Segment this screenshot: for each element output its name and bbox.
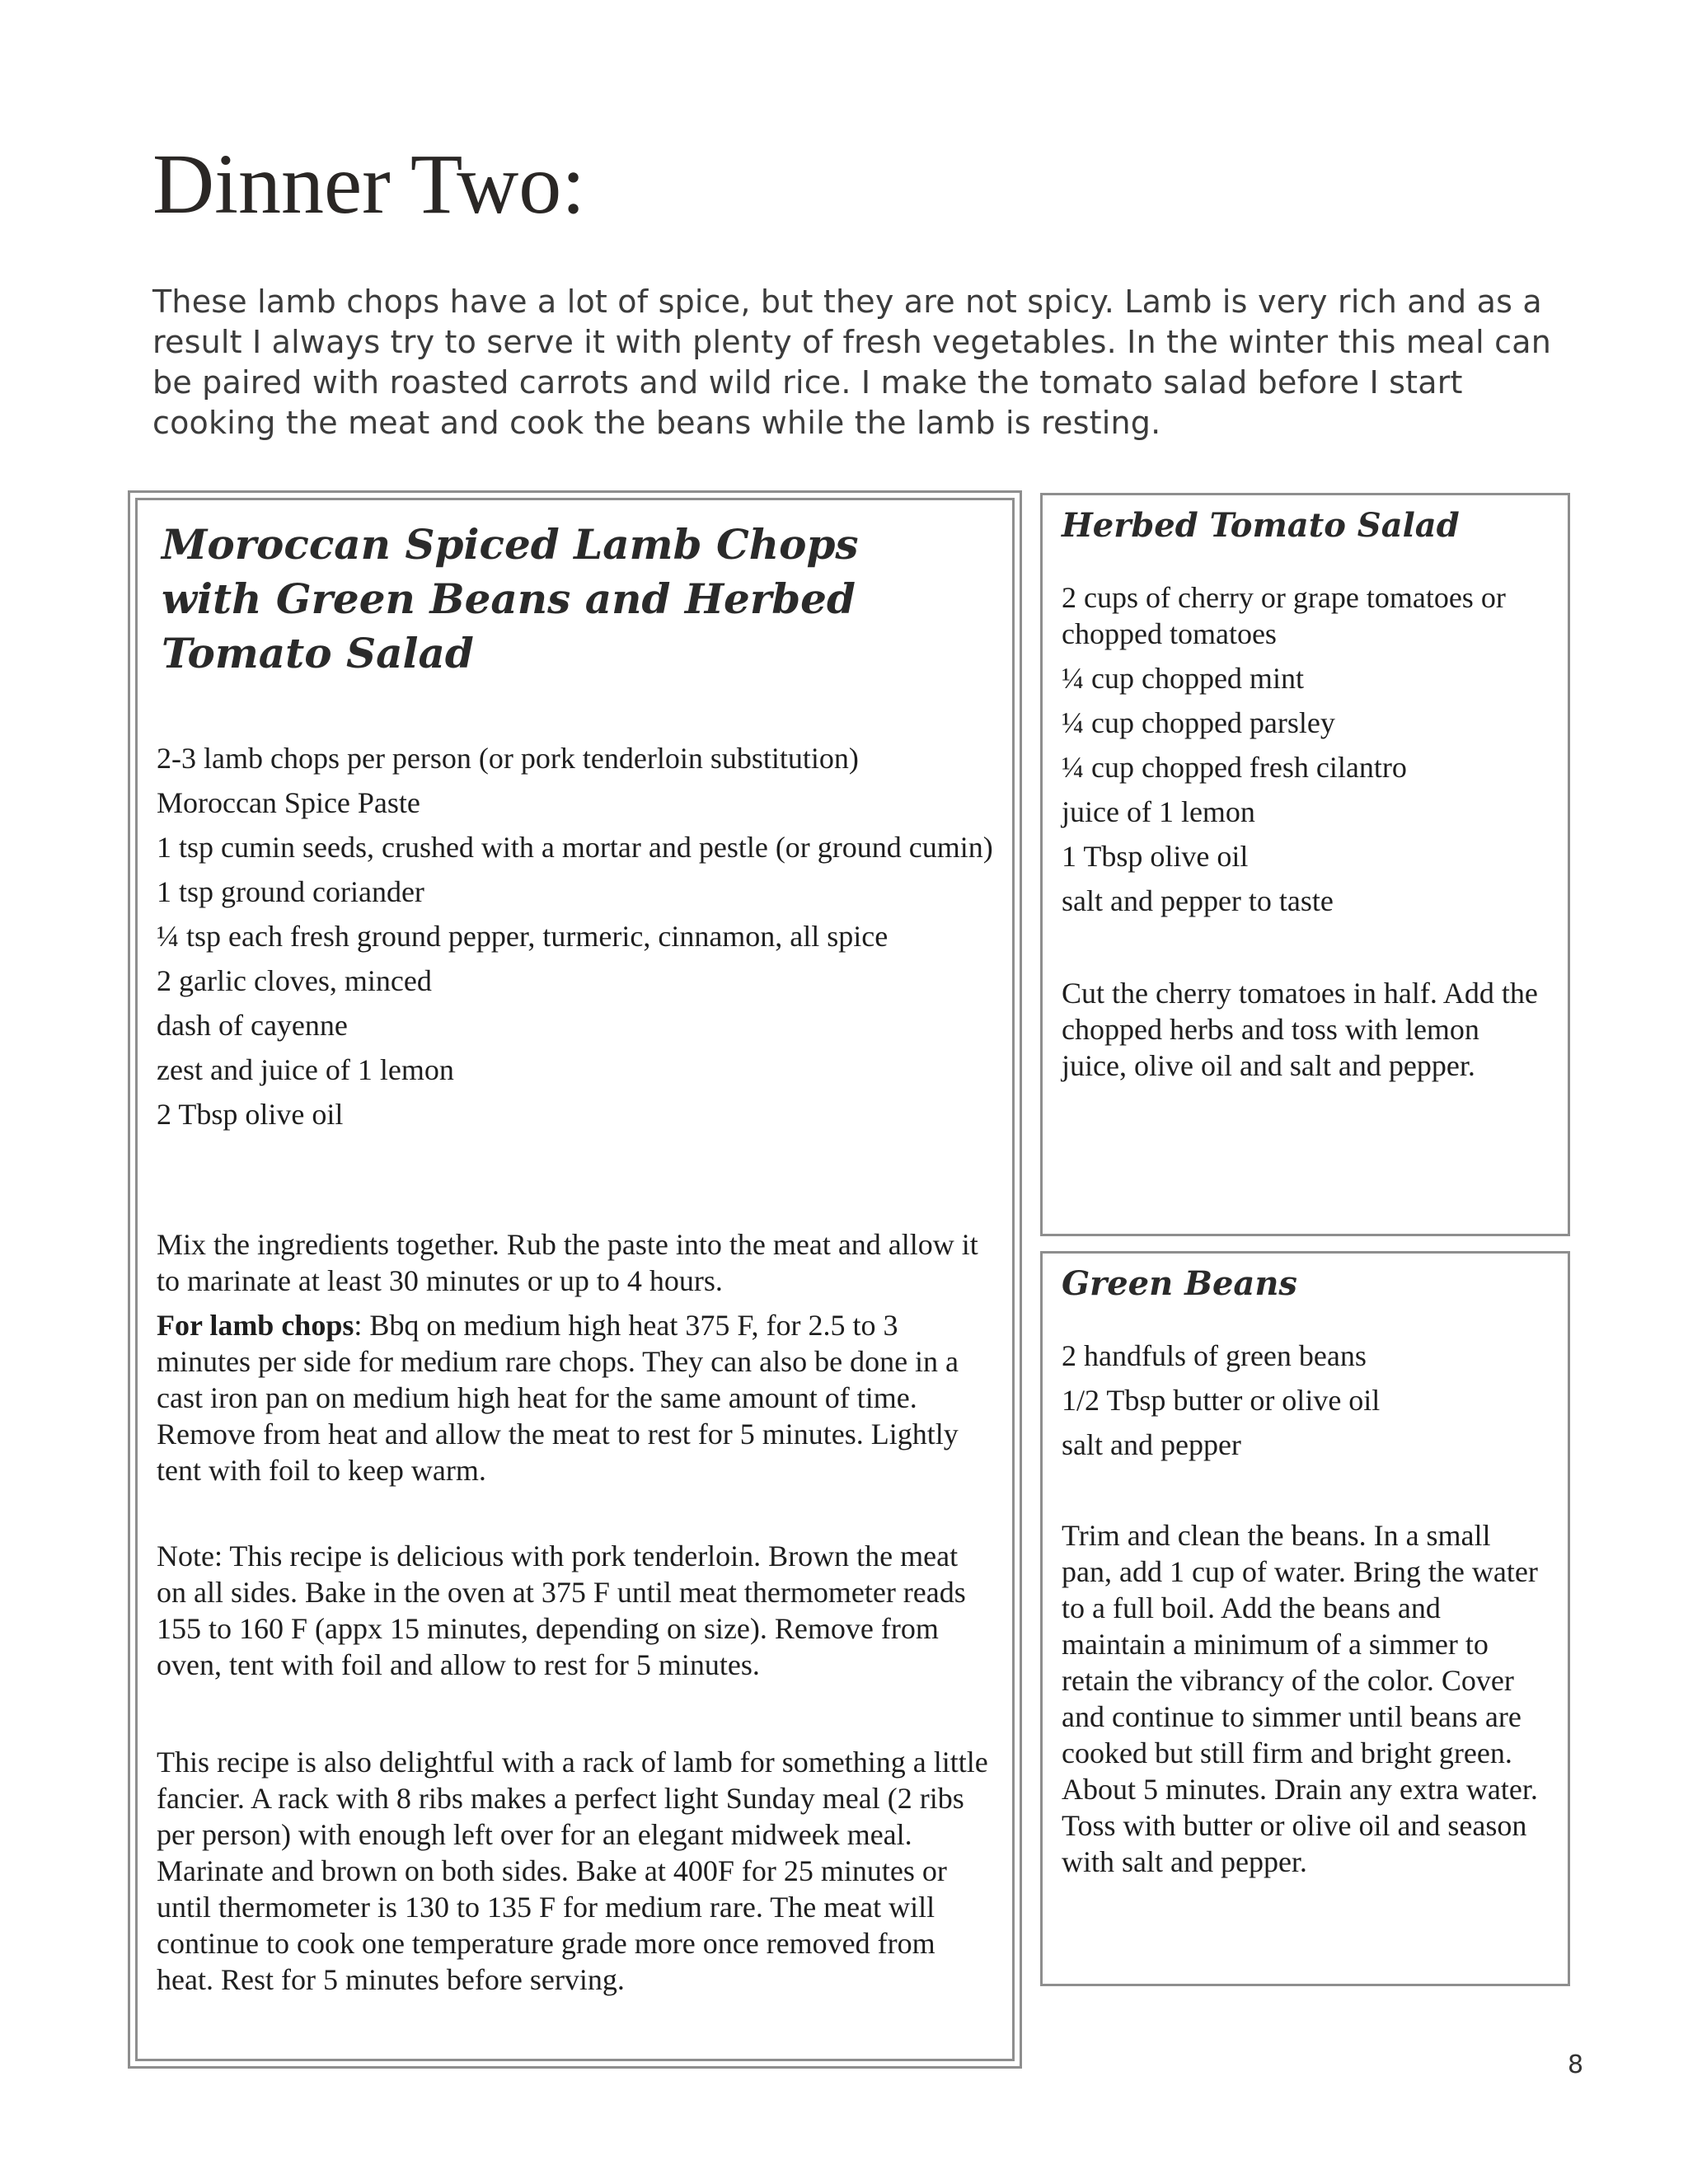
beans-method-paragraph: Trim and clean the beans. In a small pan, add 1 cup of water. Bring the water to a full boil. Add the beans and maintain a minimum of a simmer to retain the vibrancy of the color. Cover and continue to simmer until beans are cooked but still firm and bright green. About 5 minutes. Drain any extra water. Toss with butter or olive oil and season with salt and pepper. bbox=[1062, 1519, 1538, 1878]
list-item: 1/2 Tbsp butter or olive oil bbox=[1062, 1384, 1381, 1417]
list-item: juice of 1 lemon bbox=[1062, 795, 1255, 828]
list-item: 1 tsp cumin seeds, crushed with a mortar and pestle (or ground cumin) bbox=[157, 831, 993, 864]
tomato-salad-box bbox=[1040, 493, 1570, 1236]
tomato-salad-title: Herbed Tomato Salad bbox=[1062, 506, 1460, 545]
pork-note-paragraph: Note: This recipe is delicious with pork tenderloin. Brown the meat on all sides. Bake in the oven at 375 F until meat thermometer reads 155 to 160 F (appx 15 minutes, depending on size). Remove from oven, tent with foil and allow to rest for 5 minutes. bbox=[157, 1540, 966, 1681]
list-item: 2 cups of cherry or grape tomatoes or chopped tomatoes bbox=[1062, 581, 1506, 650]
green-beans-box bbox=[1040, 1251, 1570, 1986]
list-item: ¼ tsp each fresh ground pepper, turmeric, cinnamon, all spice bbox=[157, 920, 889, 953]
beans-ingredients-list bbox=[1062, 1338, 1548, 1471]
intro-paragraph: These lamb chops have a lot of spice, but they are not spicy. Lamb is very rich and as a result I always try to serve it with plenty of fresh vegetables. In the winter this meal can be paired with roasted carrots and wild rice. I make the tomato salad before I start cooking the meat and cook the beans while the lamb is resting. bbox=[152, 284, 1552, 441]
main-recipe-title: Moroccan Spiced Lamb Chops with Green Beans and Herbed Tomato Salad bbox=[162, 520, 859, 677]
list-item: ¼ cup chopped mint bbox=[1062, 662, 1304, 695]
list-item: 2 handfuls of green beans bbox=[1062, 1339, 1367, 1372]
tomato-ingredients-list bbox=[1062, 579, 1548, 927]
main-ingredients-list bbox=[157, 740, 993, 1141]
tomato-method-paragraph: Cut the cherry tomatoes in half. Add the chopped herbs and toss with lemon juice, olive oil and salt and pepper. bbox=[1062, 977, 1538, 1082]
lamb-chops-text: : Bbq on medium high heat 375 F, for 2.5 to 3 minutes per side for medium rare chops. They can also be done in a cast iron pan on medium high heat for the same amount of time. Remove from heat and allow the meat to rest for 5 minutes. Lightly tent with foil to keep warm. bbox=[157, 1309, 959, 1487]
page-number: 8 bbox=[1568, 2050, 1584, 2079]
list-item: 1 tsp ground coriander bbox=[157, 875, 424, 908]
green-beans-title: Green Beans bbox=[1062, 1264, 1297, 1303]
main-method-paragraph: Mix the ingredients together. Rub the paste into the meat and allow it to marinate at least 30 minutes or up to 4 hours. bbox=[157, 1228, 978, 1297]
main-recipe-box bbox=[128, 490, 1022, 2069]
list-item: 2-3 lamb chops per person (or pork tenderloin substitution) bbox=[157, 742, 859, 775]
lamb-chops-label: For lamb chops bbox=[157, 1309, 354, 1342]
list-item: dash of cayenne bbox=[157, 1009, 348, 1042]
page-title: Dinner Two: bbox=[152, 137, 586, 232]
list-item: zest and juice of 1 lemon bbox=[157, 1053, 454, 1086]
rack-note-paragraph: This recipe is also delightful with a rack of lamb for something a little fancier. A rack with 8 ribs makes a perfect light Sunday meal (2 ribs per person) with enough left over for an elegant midweek meal. Marinate and brown on both sides. Bake at 400F for 25 minutes or until thermometer is 130 to 135 F for medium rare. The meat will continue to cook one temperature grade more once removed from heat. Rest for 5 minutes before serving. bbox=[157, 1746, 988, 1996]
list-item: 1 Tbsp olive oil bbox=[1062, 840, 1249, 873]
list-item: Moroccan Spice Paste bbox=[157, 786, 420, 819]
lamb-chops-paragraph bbox=[157, 1307, 993, 1488]
list-item: salt and pepper to taste bbox=[1062, 884, 1334, 917]
list-item: 2 garlic cloves, minced bbox=[157, 964, 432, 997]
list-item: salt and pepper bbox=[1062, 1428, 1241, 1461]
list-item: ¼ cup chopped parsley bbox=[1062, 706, 1335, 739]
list-item: ¼ cup chopped fresh cilantro bbox=[1062, 751, 1407, 784]
list-item: 2 Tbsp olive oil bbox=[157, 1098, 344, 1131]
